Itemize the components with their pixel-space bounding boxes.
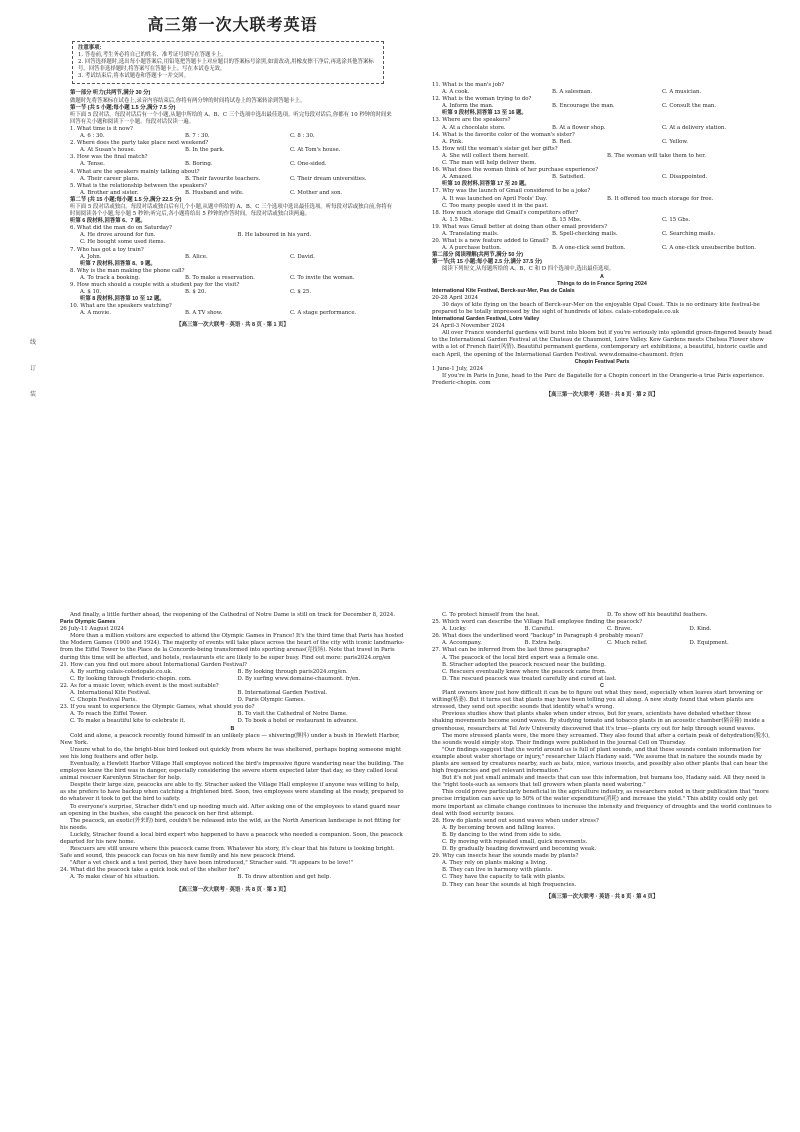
question-text: 19. What was Gmail better at doing than other email providers? <box>432 223 608 230</box>
option-b: B. To draw attention and get help. <box>237 874 332 881</box>
question-text: 7. Who has got a toy train? <box>70 246 144 253</box>
option-a: A. A cook. <box>442 89 470 96</box>
option-a: A. At Susan's house. <box>80 147 136 154</box>
passage-paragraph: But it's not just small animals and insects that can use this information, but humans too, Hadany said. All they need is the "right tools-such as sensors that tell growers when plants need watering." <box>432 775 766 789</box>
section2-instructions: 听下面 5 段对话或独白。每段对话或独白后有几个小题,从题中所给的 A、B、C 三个选项中选出最佳选项。听每段对话或独白前,你将有时间阅读各个小题,每小题 5 秒钟;听完后,各小题将给出 5 秒钟的作答时间。每段对话或独白读两遍。 <box>70 203 393 218</box>
option-a: A. Accompany. <box>442 640 482 647</box>
event-title: Chopin Festival Paris <box>574 358 630 365</box>
question-text: 29. Why can insects hear the sounds made by plants? <box>432 853 579 860</box>
section2-heading: 第二节 (共 15 小题;每小题 1.5 分,满分 22.5 分) <box>70 196 182 203</box>
binding-mark: 订 <box>30 365 37 372</box>
option-c: C. Much relief. <box>607 640 648 647</box>
option-c: C. Rescuers eventually knew where the peacock came from. <box>442 668 607 675</box>
question-text: 15. How will the woman's sister get her gifts? <box>432 145 558 152</box>
option-b: B. The woman will take them to her. <box>607 152 706 159</box>
passage-paragraph: Rescuers are still unsure where this peacock came from. Whatever his story, it's clear that his future is looking bright. Safe and sound, this peacock can focus on his new family and his new peacock friend. <box>60 846 395 860</box>
option-b: B. To make a reservation. <box>185 274 255 281</box>
question-25 <box>432 619 772 633</box>
option-c: C. To protect himself from the heat. <box>442 612 540 618</box>
option-a: A. To reach the Eiffel Tower. <box>70 711 148 718</box>
question-text: 17. Why was the launch of Gmail considered to be a joke? <box>432 188 591 195</box>
option-a: A. Pink. <box>442 138 464 145</box>
option-b: B. At a flower shop. <box>552 124 606 131</box>
question-text: 6. What did the man do on Saturday? <box>70 225 172 232</box>
passage-paragraph: Eventually, a Hewlett Harbor Village Hall employee noticed the bird's impressive figure wandering near the building. The employee knew the bird was in danger, especially considering the severe storm expected later that day, so they called local animal rescuer Karenlynn Stracher for help. <box>60 760 404 782</box>
option-b: B. To visit the Cathedral of Notre Dame. <box>237 711 348 718</box>
option-a: A. 6 : 30. <box>80 133 105 140</box>
option-c: C. By moving with repeated small, quick movements. <box>442 839 588 845</box>
event-date: 1 June-1 July, 2024 <box>432 365 484 372</box>
option-b: B. Their favourite teachers. <box>185 175 261 182</box>
option-d: D. By gradually heading downward and becoming weak. <box>442 846 597 853</box>
question-text: 12. What is the woman trying to do? <box>432 96 532 103</box>
question-7 <box>70 247 395 261</box>
option-c: C. A musician. <box>662 89 702 96</box>
question-14 <box>432 132 772 146</box>
passage-paragraph: The more stressed plants were, the more they screamed. They also found that after a certain peak of dehydration(脱水), the sounds would simply stop. Their findings were published in the journal Cell on Thursday. <box>432 732 770 746</box>
section1-heading: 第一节 (共 5 小题;每小题 1.5 分,满分 7.5 分) <box>70 104 176 111</box>
question-4 <box>70 169 395 183</box>
option-c: C. They have the capacity to talk with plants. <box>442 874 566 881</box>
question-10 <box>70 303 395 317</box>
option-c: C. David. <box>290 253 315 260</box>
option-b: B. Spell-checking mails. <box>552 230 618 237</box>
question-21 <box>60 662 405 683</box>
event-date: 20-28 April 2024 <box>432 294 479 301</box>
question-text: 21. How can you find out more about International Garden Festival? <box>60 661 247 668</box>
binding-mark: 线 <box>30 339 37 346</box>
passage-paragraph: To everyone's surprise, Stracher didn't end up needing much aid. After asking one of the employees to stand guard near an opening in the bushes, she caught the peacock on her first attempt. <box>60 803 400 817</box>
option-b: B. Extra help. <box>524 640 563 647</box>
option-a: A. It was launched on April Fools' Day. <box>442 195 548 202</box>
notice-heading: 注意事项: <box>78 45 102 51</box>
passage-paragraph: Plant owners know just how difficult it can be to figure out what they need, especially when leaves start browning or wilting(枯萎). But it turns out that plants may have been telling you all along. A new study found that when plants are stressed, they send out specific sounds that identify what's wrong. <box>432 690 763 711</box>
question-13 <box>432 117 772 131</box>
option-a: A. Brother and sister. <box>80 189 139 196</box>
option-b: B. He laboured in his yard. <box>237 232 312 239</box>
option-b: B. By dancing to the wind from side to side. <box>442 831 562 838</box>
question-24 <box>60 867 405 881</box>
passage-paragraph: Despite their large size, peacocks are able to fly. Stracher asked the Village Hall employee if anyone was willing to help, as she prefers to have backup when catching a frightened bird. Soon, two employees were standing at the ready, prepared to do whatever it took to get the bird to safety. <box>60 782 404 803</box>
exam-title: 高三第一次大联考英语 <box>147 17 318 34</box>
option-d: D. To show off his beautiful feathers. <box>607 612 708 618</box>
option-c: C. By looking through Frederic-chopin. com. <box>70 675 192 682</box>
notice-line: 3. 考试结束后,将本试题卷和答题卡一并交回。 <box>78 73 189 80</box>
option-b: B. Alice. <box>185 253 208 260</box>
option-c: C. 15 Gbs. <box>662 216 691 223</box>
option-b: B. By looking through paris2024.org/en. <box>237 668 348 675</box>
option-b: B. They can live in harmony with plants. <box>442 867 553 874</box>
option-a: A. Translating mails. <box>442 230 499 237</box>
listening-instruction: 听第 7 段材料,回答第 8、9 题。 <box>80 260 156 267</box>
passage-paragraph: This could prove particularly beneficial in the agriculture industry, as researchers noted in their publication that "more precise irrigation can save up to 50% of the water expenditure(消耗) and increase the yield." This ability could only get more important as climate change continues to increase the intensity and frequency of droughts and the world continues to deal with food security issues. <box>432 789 772 817</box>
option-b: B. Careful. <box>524 626 554 633</box>
option-b: B. Boring. <box>185 161 213 168</box>
option-c: C. Disappointed. <box>662 174 708 181</box>
question-8 <box>70 268 395 282</box>
option-a: A. John. <box>80 253 102 260</box>
part1-heading: 第一部分 听力(共两节,满分 30 分) <box>70 90 151 97</box>
option-c: C. Too many people used it in the past. <box>442 202 549 209</box>
option-a: A. Lucky. <box>442 626 467 633</box>
question-27 <box>432 647 772 682</box>
question-5 <box>70 183 395 197</box>
option-c: C. At Tom's house. <box>290 147 341 154</box>
question-text: 24. What did the peacock take a quick look out of the shelter for? <box>60 867 240 874</box>
passage-paragraph: Luckily, Stracher found a local bird expert who happened to have a peacock who needed a companion. Soon, the peacock departed for his new home. <box>60 831 403 845</box>
option-a: A. They rely on plants making a living. <box>442 860 548 867</box>
question-1 <box>70 126 395 140</box>
question-text: 2. Where does the party take place next weekend? <box>70 140 209 147</box>
option-b: B. Red. <box>552 138 572 145</box>
exam-page-4 <box>432 612 772 1127</box>
part1-instructions: 做题时先将答案标在试卷上,录音内容结束后,你将有两分钟的时间将试卷上的答案转涂到答题卡上。 <box>70 97 306 104</box>
question-text: 4. What are the speakers mainly talking about? <box>70 168 200 175</box>
option-a: A. She will collect them herself. <box>442 152 529 159</box>
option-a: A. 1.5 Mbs. <box>442 216 474 223</box>
option-c: C. To invite the woman. <box>290 274 355 281</box>
option-d: D. To book a hotel or restaurant in advance. <box>237 718 358 725</box>
exam-page-2 <box>432 82 772 562</box>
option-b: B. Encourage the man. <box>552 103 615 110</box>
option-a: A. International Kite Festival. <box>70 690 151 697</box>
passage-paragraph: Previous studies show that plants shake when under stress, but for years, scientists have debated whether those shaking movements become sound waves. By studying tomato and tobacco plants in an acoustic chamber(隔音箱) inside a greenhouse, researchers at Tel Aviv University discovered that it's true—plants cry out for help through sound waves. <box>432 711 765 732</box>
passage-letter: B <box>230 725 235 732</box>
section1-instructions: 听下面 5 段对话。每段对话后有一个小题,从题中所给的 A、B、C 三个选项中选出最佳选项。听完每段对话后,你都有 10 秒钟的时间来回答有关小题和阅读下一小题。每段对话仅读一遍。 <box>70 111 392 125</box>
question-text: 18. How much storage did Gmail's competitors offer? <box>432 209 579 216</box>
option-c: C. The man will help deliver them. <box>442 160 537 167</box>
event-description: 30 days of kite flying on the beach of Berck-sur-Mer on the enjoyable Opal Coast. This is no ordinary kite festival-be prepared to be totally impressed by the sight of hundreds of kites. calais-cotedopale.co.uk <box>432 301 760 315</box>
notice-line: 1. 答卷前,考生务必将自己的姓名、准考证号填写在答题卡上。 <box>78 52 227 59</box>
question-text: 8. Why is the man making the phone call? <box>70 267 185 274</box>
question-text: 22. As for a music lover, which event is the most suitable? <box>60 682 219 689</box>
option-c: C. He bought some used items. <box>80 239 166 246</box>
event-title: International Kite Festival, Berck-sur-Mer, Pas de Calais <box>432 287 575 294</box>
option-c: C. A stage performance. <box>290 310 357 317</box>
question-text: 14. What is the favorite color of the woman's sister? <box>432 131 575 138</box>
option-a: A. Amazed. <box>442 174 473 181</box>
passage-letter: A <box>600 273 604 280</box>
option-d: D. By surfing www.domaine-chaumont. fr/en. <box>237 675 361 682</box>
passage-paragraph: And finally, a little further ahead, the reopening of the Cathedral of Notre Dame is still on track for December 8, 2024. <box>70 612 395 618</box>
option-a: A. To make clear of his situation. <box>70 874 160 881</box>
question-text: 28. How do plants send out sound waves when under stress? <box>432 817 599 824</box>
question-text: 11. What is the man's job? <box>432 82 505 88</box>
passage-title: Things to do in France Spring 2024 <box>557 280 647 287</box>
question-text: 25. Which word can describe the Village Hall employee finding the peacock? <box>432 619 643 626</box>
question-2 <box>70 140 395 154</box>
option-c: C. At a delivery station. <box>662 124 727 131</box>
option-c: C. 8 : 30. <box>290 133 315 140</box>
event-description: If you're in Paris in June, head to the Parc de Bagatelle for a Chopin concert in the Orangerie-a true Paris experience. Frederic-chopin. com <box>432 372 765 386</box>
option-c: C. Their dream universities. <box>290 175 367 182</box>
passage-letter: C <box>600 682 604 689</box>
question-19 <box>432 224 772 238</box>
part2-section1-heading: 第一节(共 15 小题;每小题 2.5 分,满分 37.5 分) <box>432 259 542 266</box>
question-16 <box>432 167 772 181</box>
option-b: B. 7 : 30. <box>185 133 210 140</box>
option-c: C. A one-click unsubscribe button. <box>662 245 756 252</box>
event-description: More than a million visitors are expected to attend the Olympic Games in France! It's the third time that Paris has hosted the Modern Games (1900 and 1924). The majority of events will take place across the heart of the city with iconic landmarks-from the Eiffel Tower to the Place de la Concorde-being transformed into sporting arenas(竞技场). Note that travel in Paris during this time will be affected, and hotels, restaurants etc are likely to be super busy. Find out more: paris2024.org/en <box>60 633 405 661</box>
question-17 <box>432 188 772 209</box>
question-12 <box>432 96 772 110</box>
passage-paragraph: Unsure what to do, the bright-blue bird looked out quickly from where he was sheltered, perhaps hoping someone might see his long feathers and offer help. <box>60 746 402 760</box>
option-a: A. By surfing calais-cotedopale.co.uk. <box>70 668 173 675</box>
question-text: 5. What is the relationship between the speakers? <box>70 182 207 189</box>
page-footer: 【高三第一次大联考 · 英语 · 共 8 页 · 第 2 页】 <box>545 392 659 399</box>
event-title: International Garden Festival, Loire Valley <box>432 316 540 323</box>
event-description: All over France wonderful gardens will burst into bloom but if you're seriously into splendid green-fingered beauty head to the International Garden Festival at the Chateau de Chaumont, Loire Valley. Kew Gardens meets Chelsea Flower show with a lot of French flair(风情). Beautiful permanent gardens, contemporary art exhibitions, a beautiful, historic castle and each April, the opening of the International Garden Festival. www.domaine-chaumont. fr/en <box>432 330 772 358</box>
question-6 <box>70 225 395 246</box>
exam-page-3 <box>60 612 405 1127</box>
question-text: 13. Where are the speakers? <box>432 117 511 124</box>
question-text: 9. How much should a couple with a student pay for the visit? <box>70 282 240 288</box>
option-b: B. Husband and wife. <box>185 189 244 196</box>
option-b: B. International Garden Festival. <box>237 690 328 697</box>
question-11 <box>432 82 772 96</box>
option-c: C. Consult the man. <box>662 103 717 110</box>
option-a: A. By becoming brown and falling leaves. <box>442 824 556 831</box>
question-18 <box>432 210 772 224</box>
listening-instruction: 听第 6 段材料,回答第 6、7 题。 <box>70 218 146 225</box>
question-24-continued <box>432 612 772 619</box>
option-a: A. The peacock of the local bird expert was a female one. <box>442 654 599 661</box>
option-b: B. A TV show. <box>185 310 223 317</box>
part2-heading: 第二部分 阅读理解(共两节,满分 50 分) <box>432 252 524 259</box>
question-26 <box>432 633 772 647</box>
event-title: Paris Olympic Games <box>60 619 116 626</box>
option-b: B. 15 Mbs. <box>552 216 582 223</box>
question-text: 27. What can be inferred from the last three paragraphs? <box>432 647 590 654</box>
question-3 <box>70 154 395 168</box>
option-a: A. A movie. <box>80 310 111 317</box>
option-b: B. A salesman. <box>552 89 593 96</box>
option-c: C. Mother and son. <box>290 189 343 196</box>
option-b: B. Satisfied. <box>552 174 585 181</box>
question-text: 3. How was the final match? <box>70 154 148 161</box>
question-28 <box>432 818 772 853</box>
question-text: 16. What does the woman think of her purchase experience? <box>432 167 599 174</box>
option-a: A. Tense. <box>80 161 105 168</box>
question-text: 23. If you want to experience the Olympic Games, what should you do? <box>60 704 255 711</box>
question-22 <box>60 683 405 704</box>
option-b: B. It offered too much storage for free. <box>607 195 714 202</box>
binding-mark: 装 <box>30 391 37 398</box>
event-date: 26 July-11 August 2024 <box>60 626 125 633</box>
listening-instruction: 听第 9 段材料,回答第 13 至 16 题。 <box>442 110 527 117</box>
question-20 <box>432 238 772 252</box>
option-d: D. Equipment. <box>689 640 729 647</box>
part2-instructions: 阅读下列短文,从每题所给的 A、B、C 和 D 四个选项中,选出最佳选项。 <box>442 266 615 273</box>
passage-paragraph: Cold and alone, a peacock recently found himself in an unlikely place — shivering(颤抖) under a bush in Hewlett Harbor, New York. <box>60 732 400 746</box>
option-a: A. At a chocolate store. <box>442 124 506 131</box>
question-text: 10. What are the speakers watching? <box>70 303 172 310</box>
option-c: C. Chopin Festival Paris. <box>70 697 137 704</box>
option-d: D. They can hear the sounds at high frequencies. <box>442 881 577 888</box>
page-footer: 【高三第一次大联考 · 英语 · 共 8 页 · 第 4 页】 <box>545 893 659 900</box>
notice-box <box>72 41 384 84</box>
question-9 <box>70 282 395 296</box>
option-c: C. $ 25. <box>290 289 312 296</box>
notice-line: 2. 回答选择题时,选出每小题答案后,用铅笔把答题卡上对应题目的答案标号涂黑,如需改动,用橡皮擦干净后,再选涂其他答案标号。回答非选择题时,将答案写在答题卡上。写在本试卷无效。 <box>78 59 374 73</box>
option-a: A. Their career plans. <box>80 175 140 182</box>
option-c: C. Searching mails. <box>662 230 716 237</box>
passage-paragraph: The peacock, an exotic(外来的) bird, couldn't be released into the wild, as the North American landscape is not fitting for his needs. <box>60 817 401 831</box>
question-29 <box>432 853 772 888</box>
page-footer: 【高三第一次大联考 · 英语 · 共 8 页 · 第 1 页】 <box>176 322 289 329</box>
option-d: D. Kind. <box>689 626 712 633</box>
passage-paragraph: "After a vet check and a test period, they have been introduced," Stracher said. "It appears to be love!" <box>70 860 353 867</box>
option-a: A. To track a booking. <box>80 274 140 281</box>
passage-paragraph: "Our findings suggest that the world around us is full of plant sounds, and that these sounds contain information for example about water shortage or injury," researcher Lilach Hadany said. "We assume that in nature the sounds made by plants are sensed by creatures nearby, such as bats, mice, various insects, and possibly also other plants that can hear the high frequencies and get relevant information." <box>432 746 768 775</box>
option-c: C. To make a beautiful kite to celebrate it. <box>70 718 186 725</box>
option-b: B. Stracher adopted the peacock rescued near the building. <box>442 661 606 668</box>
option-c: C. One-sided. <box>290 161 327 168</box>
exam-page-1 <box>70 6 395 561</box>
option-a: A. Inform the man. <box>442 103 494 110</box>
option-c: C. Yellow. <box>662 138 689 145</box>
option-c: C. Brave. <box>607 626 633 633</box>
option-a: A. He drove around for fun. <box>80 232 156 239</box>
option-d: D. The rescued peacock was treated carefully and cured at last. <box>442 675 617 682</box>
question-23 <box>60 704 405 725</box>
option-a: A. A purchase button. <box>442 245 502 252</box>
option-b: B. In the park. <box>185 147 225 154</box>
binding-line-marks <box>30 330 44 410</box>
listening-instruction: 听第 10 段材料,回答第 17 至 20 题。 <box>442 181 530 188</box>
event-date: 24 April-3 November 2024 <box>432 323 505 330</box>
question-text: 20. What is a new feature added to Gmail? <box>432 238 549 245</box>
question-text: 26. What does the underlined word "backup" in Paragraph 4 probably mean? <box>432 633 643 640</box>
option-b: B. A one-click send button. <box>552 245 626 252</box>
question-15 <box>432 146 772 167</box>
page-footer: 【高三第一次大联考 · 英语 · 共 8 页 · 第 3 页】 <box>176 886 289 893</box>
listening-instruction: 听第 8 段材料,回答第 10 至 12 题。 <box>80 296 165 303</box>
option-d: D. Paris Olympic Games. <box>237 697 305 704</box>
question-text: 1. What time is it now? <box>70 125 133 132</box>
option-b: B. $ 20. <box>185 289 207 296</box>
option-a: A. $ 10. <box>80 289 102 296</box>
